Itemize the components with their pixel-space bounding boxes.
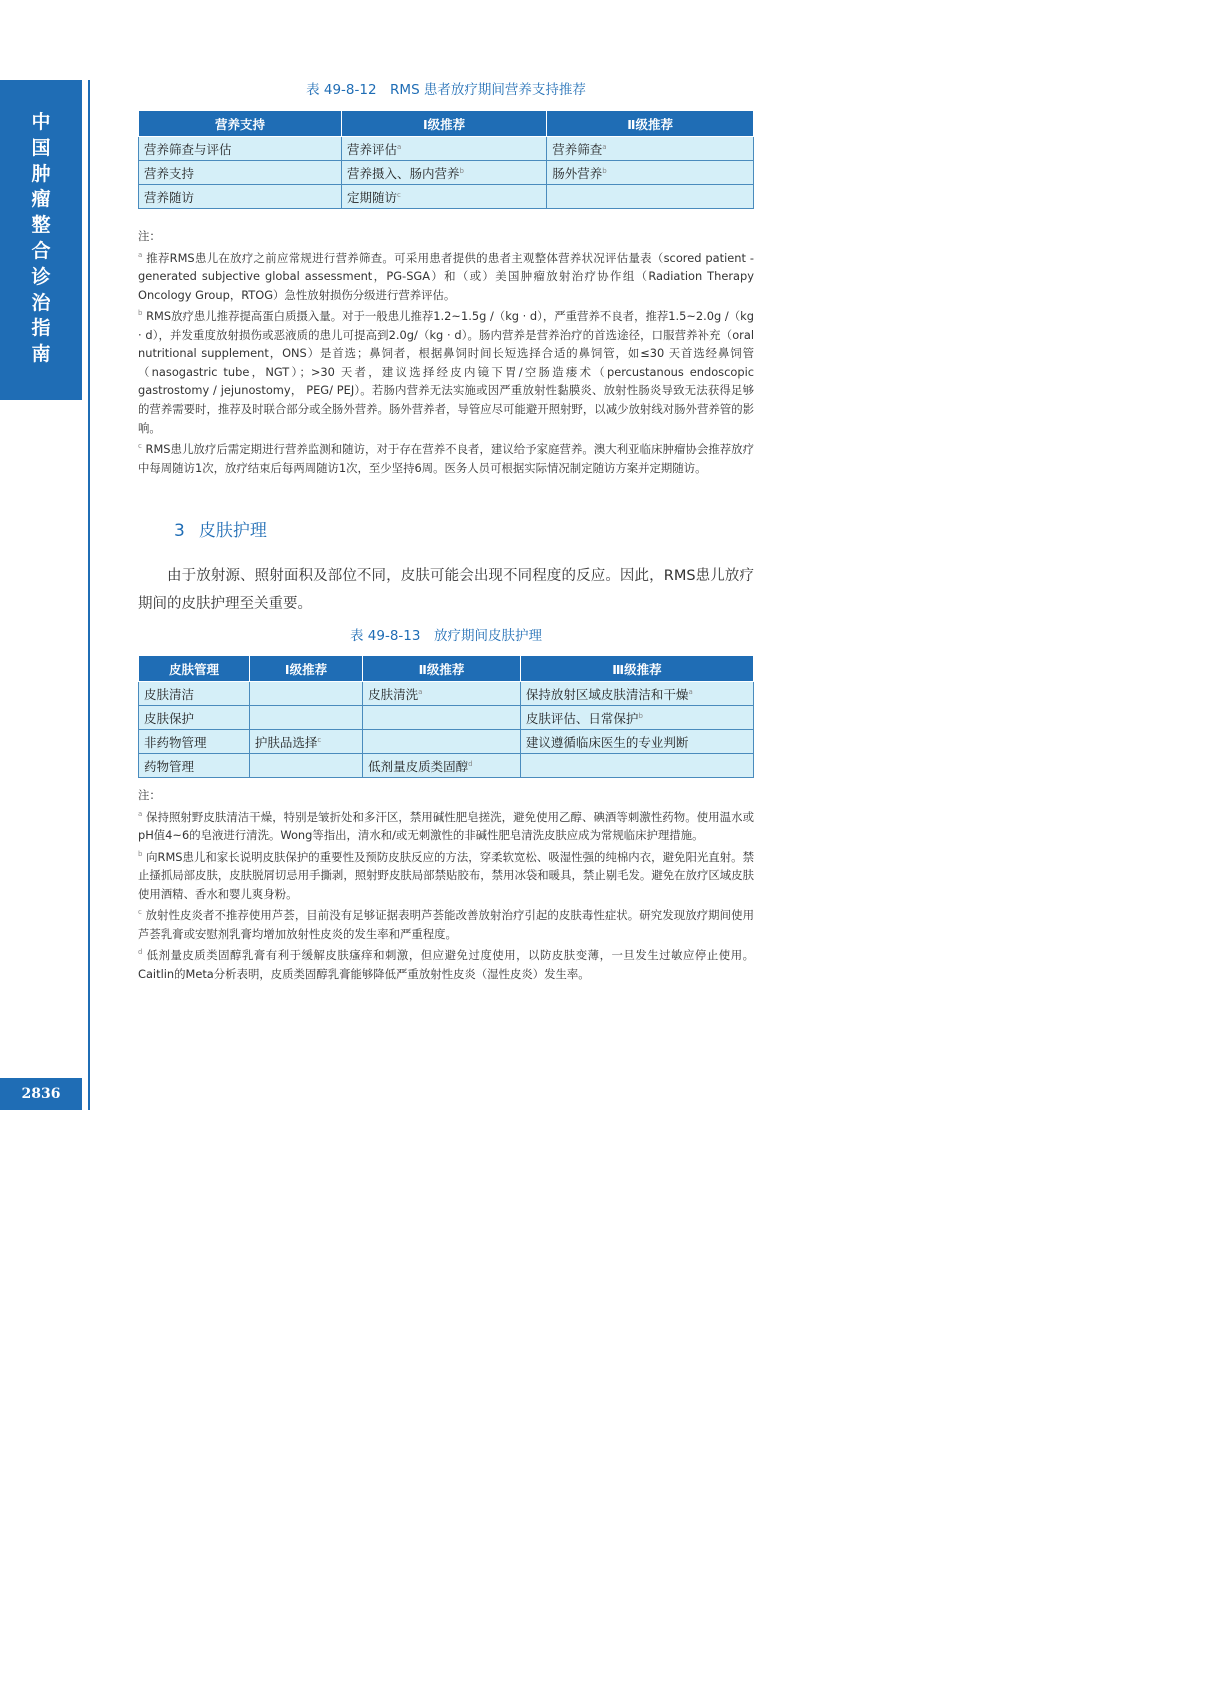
footnote-marker: a — [418, 687, 423, 696]
cell-text: 皮肤评估、日常保护 — [525, 710, 639, 726]
table-cell — [249, 730, 362, 754]
table-cell — [520, 706, 753, 730]
footnote-marker: c — [396, 190, 401, 199]
footnote-text: 推荐RMS患儿在放疗之前应常规进行营养筛查。可采用患者提供的患者主观整体营养状况评估量表（scored patient - generated subjective global assessment，PG-SGA）和（或）美国肿瘤放射治疗协作组（Radiation Therapy Oncology Group，RTOG）急性放射损伤分级进行营养评估。 — [138, 250, 754, 302]
footnote-marker: a — [138, 250, 143, 259]
cell-text: 营养筛查与评估 — [144, 141, 232, 157]
table-header-cell: Ⅰ级推荐 — [249, 656, 362, 682]
footnote-text: 低剂量皮质类固醇乳膏有利于缓解皮肤瘙痒和刺激，但应避免过度使用，以防皮肤变薄，一旦发生过敏应停止使用。Caitlin的Meta分析表明，皮质类固醇乳膏能够降低严重放射性皮炎（湿性皮炎）发生率。 — [138, 947, 754, 981]
cell-text: 非药物管理 — [144, 734, 207, 750]
footnote-marker: b — [602, 166, 607, 175]
cell-text: 建议遵循临床医生的专业判断 — [525, 734, 689, 750]
table-row — [139, 185, 754, 209]
footnote-marker: b — [138, 849, 143, 858]
table-header-cell: Ⅲ级推荐 — [520, 656, 753, 682]
cell-text: 营养支持 — [144, 165, 195, 181]
table-cell — [363, 730, 521, 754]
cell-text: 肠外营养 — [552, 165, 603, 181]
table-header-row — [139, 656, 754, 682]
table-nutrition-support — [138, 110, 754, 209]
cell-text: 药物管理 — [144, 758, 195, 774]
table-cell — [139, 706, 250, 730]
table2-notes — [138, 786, 754, 983]
table-cell — [139, 185, 342, 209]
footnote-marker: a — [396, 142, 402, 151]
table-cell — [547, 137, 754, 161]
side-tab-char: 肿 — [31, 162, 51, 185]
cell-text: 营养摄入、肠内营养 — [346, 165, 460, 181]
side-tab-char: 瘤 — [31, 188, 51, 211]
footnote-marker: c — [138, 908, 142, 917]
side-tab-char: 南 — [31, 343, 51, 366]
margin-rule — [88, 80, 90, 1110]
footnote-marker: b — [138, 309, 143, 318]
footnote — [138, 437, 754, 477]
footnote — [138, 246, 754, 305]
footnote — [138, 845, 754, 904]
cell-text: 护肤品选择 — [254, 734, 318, 750]
table-cell — [520, 730, 753, 754]
table-header-cell: 营养支持 — [139, 111, 342, 137]
side-tab-char: 治 — [31, 291, 51, 314]
table-cell — [363, 706, 521, 730]
cell-text: 低剂量皮质类固醇 — [368, 758, 469, 774]
side-tab-char: 诊 — [31, 265, 51, 288]
footnote-marker: b — [638, 711, 643, 720]
table-header-cell: 皮肤管理 — [139, 656, 250, 682]
footnote — [138, 943, 754, 983]
table-cell — [249, 706, 362, 730]
table-skin-care — [138, 655, 754, 778]
table-row — [139, 137, 754, 161]
cell-text: 保持放射区域皮肤清洁和干燥 — [525, 686, 689, 702]
table-cell — [139, 161, 342, 185]
footnote-marker: a — [138, 809, 143, 818]
footnote-marker: c — [138, 442, 142, 451]
table-row — [139, 730, 754, 754]
table1-caption: 表 49-8-12 RMS 患者放疗期间营养支持推荐 — [306, 82, 586, 98]
side-tab-char: 国 — [31, 136, 51, 159]
notes-label: 注： — [138, 788, 161, 802]
table-cell — [547, 185, 754, 209]
cell-text: 营养筛查 — [552, 141, 603, 157]
table-row — [139, 161, 754, 185]
side-tab-char: 合 — [31, 239, 51, 262]
section-title: 皮肤护理 — [198, 521, 267, 541]
table1-notes — [138, 227, 754, 477]
table-cell — [363, 754, 521, 778]
side-tab-char: 中 — [31, 111, 51, 133]
table-header-cell: Ⅱ级推荐 — [363, 656, 521, 682]
footnote-text: 放射性皮炎者不推荐使用芦荟，目前没有足够证据表明芦荟能改善放射治疗引起的皮肤毒性症状。研究发现放疗期间使用芦荟乳膏或安慰剂乳膏均增加放射性皮炎的发生率和严重程度。 — [138, 907, 754, 941]
footnote-marker: d — [468, 759, 473, 768]
table-cell — [341, 137, 546, 161]
table-cell — [249, 754, 362, 778]
table-header-cell: Ⅰ级推荐 — [341, 111, 546, 137]
table-header-cell: Ⅱ级推荐 — [547, 111, 754, 137]
footnote-marker: a — [602, 142, 607, 151]
table-cell — [341, 185, 546, 209]
footnote-text: 保持照射野皮肤清洁干燥，特别是皱折处和多汗区，禁用碱性肥皂搓洗，避免使用乙醇、碘酒等刺激性药物。使用温水或pH值4~6的皂液进行清洗。Wong等指出，清水和/或无刺激性的非碱性肥皂清洗皮肤应成为常规临床护理措施。 — [138, 809, 754, 842]
footnote-text: RMS放疗患儿推荐提高蛋白质摄入量。对于一般患儿推荐1.2~1.5g /（kg · d），严重营养不良者，推荐1.5~2.0g /（kg · d），并发重度放射损伤或恶液质的患儿可提高到2.0g/（kg · d）。肠内营养是营养治疗的首选途径，口服营养补充（oral nutritional supplement，ONS）是首选；鼻饲者，根据鼻饲时间长短选择合适的鼻饲管，如≤30 天首选经鼻饲管（nasogastric tube，NGT）；>30 天者，建议选择经皮内镜下胃/空肠造瘘术（percustanous endoscopic gastrostomy / jejunostomy， PEG/ PEJ）。若肠内营养无法实施或因严重放射性黏膜炎、放射性肠炎导致无法获得足够的营养需要时，推荐及时联合部分或全肠外营养。肠外营养者，导管应尽可能避开照射野，以减少放射线对肠外营养管的影响。 — [138, 308, 754, 435]
table-cell — [547, 161, 754, 185]
page-number: 2836 — [0, 1078, 82, 1110]
table-cell — [520, 682, 753, 706]
cell-text: 定期随访 — [346, 189, 397, 205]
table-cell — [249, 682, 362, 706]
section-number: 3 — [174, 521, 185, 541]
table-cell — [139, 730, 250, 754]
notes-label: 注： — [138, 229, 161, 243]
footnote-marker: d — [138, 948, 143, 957]
side-tab-char: 指 — [31, 317, 51, 340]
footnote — [138, 304, 754, 437]
cell-text: 皮肤保护 — [144, 710, 195, 726]
footnote-text: RMS患儿放疗后需定期进行营养监测和随访，对于存在营养不良者，建议给予家庭营养。澳大利亚临床肿瘤协会推荐放疗中每周随访1次，放疗结束后每两周随访1次，至少坚持6周。医务人员可根据实际情况制定随访方案并定期随访。 — [138, 441, 754, 475]
footnote-marker: c — [317, 735, 322, 744]
cell-text: 营养随访 — [144, 189, 195, 205]
table-row — [139, 706, 754, 730]
side-tab-char: 整 — [31, 214, 51, 237]
footnote-marker: a — [688, 687, 693, 696]
cell-text: 营养评估 — [346, 141, 397, 157]
table-cell — [139, 137, 342, 161]
table-header-row — [139, 111, 754, 137]
body-paragraph: 由于放射源、照射面积及部位不同，皮肤可能会出现不同程度的反应。因此，RMS患儿放疗期间的皮肤护理至关重要。 — [138, 568, 754, 612]
table-row — [139, 682, 754, 706]
cell-text: 皮肤清洗 — [368, 686, 419, 702]
table-cell — [363, 682, 521, 706]
side-tab-book-title — [0, 80, 82, 400]
table-cell — [139, 754, 250, 778]
footnote-marker: b — [459, 166, 464, 175]
table2-caption: 表 49-8-13 放疗期间皮肤护理 — [350, 628, 542, 644]
footnote — [138, 805, 754, 845]
footnote-text: 向RMS患儿和家长说明皮肤保护的重要性及预防皮肤反应的方法，穿柔软宽松、吸湿性强的纯棉内衣，避免阳光直射。禁止搔抓局部皮肤，皮肤脱屑切忌用手撕剥，照射野皮肤局部禁贴胶布，禁用冰袋和暖具，禁止剔毛发。避免在放疗区域皮肤使用酒精、香水和婴儿爽身粉。 — [138, 849, 754, 901]
cell-text: 皮肤清洁 — [144, 686, 195, 702]
footnote — [138, 903, 754, 943]
table-cell — [341, 161, 546, 185]
table-cell — [520, 754, 753, 778]
section-heading — [174, 516, 267, 541]
table-row — [139, 754, 754, 778]
table-cell — [139, 682, 250, 706]
